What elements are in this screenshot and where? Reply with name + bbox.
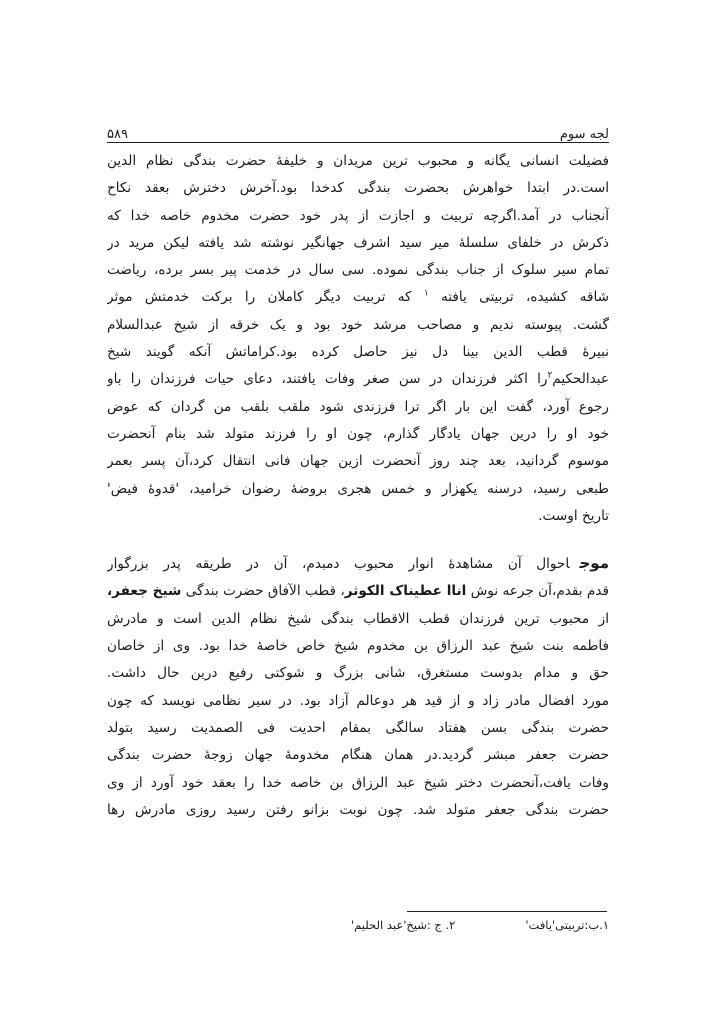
footnote-ref-2: ۲ [547, 370, 553, 381]
text-line: آنجناب در آمد.اگرچه تربیت و اجازت از پدر خود حضرت مخدوم خاصه خدا که [107, 207, 609, 224]
text-segment: ، قطب الآفاق حضرت بندگی [185, 583, 345, 600]
text-line: حق و مدام بدوست مستغرق، شانی بزرگ و شوکتی رفیع درین حال داشت. [107, 665, 609, 682]
header-divider [107, 142, 609, 143]
text-segment: عبدالحکیم [552, 371, 609, 388]
section-lead-word: موج [579, 554, 609, 573]
text-line: نبیرهٔ قطب الدین بینا دل نیز حاصل کرده بود.کراماتش آنکه گویند شیخ [107, 344, 609, 361]
text-line: تاریخ اوست. [538, 507, 609, 524]
main-text [107, 148, 609, 824]
text-line: وفات یافت،آنحضرت دختر شیخ عبد الرزاق بن خاصه خدا را بعقد خود آورد از وی [107, 774, 609, 791]
footnotes [300, 916, 609, 934]
text-segment: احوال آن مشاهدهٔ انوار محبوب دمبدم، آن در طریقه پدر بزرگوار [107, 556, 570, 573]
text-line: حضرت بندگی بسن هفتاد سالگی بمقام احدیت فی الصمدیت رسید بتولد [107, 719, 609, 736]
text-line: حضرت بندگی جعفر متولد شد. چون نوبت بزانو رفتن رسید روزی مادرش رها [107, 801, 609, 818]
text-segment: قدم بقدم،آن جرعه نوش [470, 583, 609, 600]
footnote-ref-1: ۱ [423, 288, 429, 299]
text-line: موسوم گردانید، بعد چند روز آنحضرت ازین جهان فانی انتقال کرد،آن پسر بعمر [107, 453, 609, 470]
page-number: ۵۸۹ [107, 127, 128, 142]
bold-name: شیخ جعفر، [107, 583, 182, 600]
text-line: تمام سیر سلوک از جناب بندگی نموده. سی سال در خدمت پیر بسر برده، ریاضت [107, 262, 609, 279]
text-segment: شاقه کشیده، تربیتی یافته [441, 289, 609, 306]
footnote-1: ۱.ب:تربیتی'یافت' [525, 918, 609, 932]
text-line [107, 550, 609, 578]
text-line [107, 578, 609, 605]
text-line: است.در ابتدا خواهرش بحضرت بندگی کدخدا بود.آخرش دخترش بعقد نکاح [107, 180, 609, 197]
text-line: فاطمه بنت شیخ عبد الرزاق بن مخدوم شیخ خاص خاصهٔ خدا بود. وی از خاصان [107, 638, 609, 655]
text-line: خود او را درین جهان یادگار گذارم، چون او را فرزند متولد شد بنام آنحضرت [107, 425, 609, 442]
text-line: مورد افضال مادر زاد و از قید هر دوعالم آزاد بود. در سیر نظامی نویسد که چون [107, 692, 609, 709]
text-line [107, 366, 609, 393]
text-line: فضیلت انسانی یگانه و محبوب ترین مریدان و خلیفهٔ حضرت بندگی نظام الدین [107, 153, 609, 169]
text-line: رجوع آورد، گفت این بار اگر ترا فرزندی شود ملقب بلقب من گردان که عوض [107, 398, 609, 415]
text-segment: که تربیت دیگر کاملان را برکت خدمتش موثر [107, 289, 412, 306]
text-line: از محبوب ترین فرزندان قطب الاقطاب بندگی شیخ نظام الدین است و مادرش [107, 610, 609, 627]
text-line: ذکرش در خلفای سلسلهٔ میر سید اشرف جهانگیر نوشته شد یافته لیکن مرید در [107, 234, 609, 251]
bold-phrase: اناا عطیناک الکوثر [344, 583, 467, 600]
text-line: حضرت جعفر مبشر گردید.در همان هنگام مخدومهٔ جهان زوجهٔ حضرت بندگی [107, 747, 609, 764]
chapter-title: لجه سوم [559, 127, 609, 142]
running-header [107, 114, 609, 142]
footnote-2: ۲. ج :شیخ'عبد الحلیم' [350, 918, 456, 932]
text-line: گشت. پیوسته ندیم و مصاحب مرشد خود بود و یک خرقه از شیخ عبدالسلام [107, 316, 609, 333]
paragraph-1 [107, 148, 609, 530]
text-segment: را اکثر فرزندان در سن صغر وفات یافتند، دعای حیات فرزندان را باو [107, 371, 548, 388]
footnote-divider [407, 911, 607, 912]
paragraph-2 [107, 550, 609, 824]
text-line: طبعی رسید، درسنه یکهزار و خمس هجری بروضهٔ رضوان خرامید، 'قدوهٔ فیض' [107, 480, 609, 497]
text-line [107, 284, 609, 311]
